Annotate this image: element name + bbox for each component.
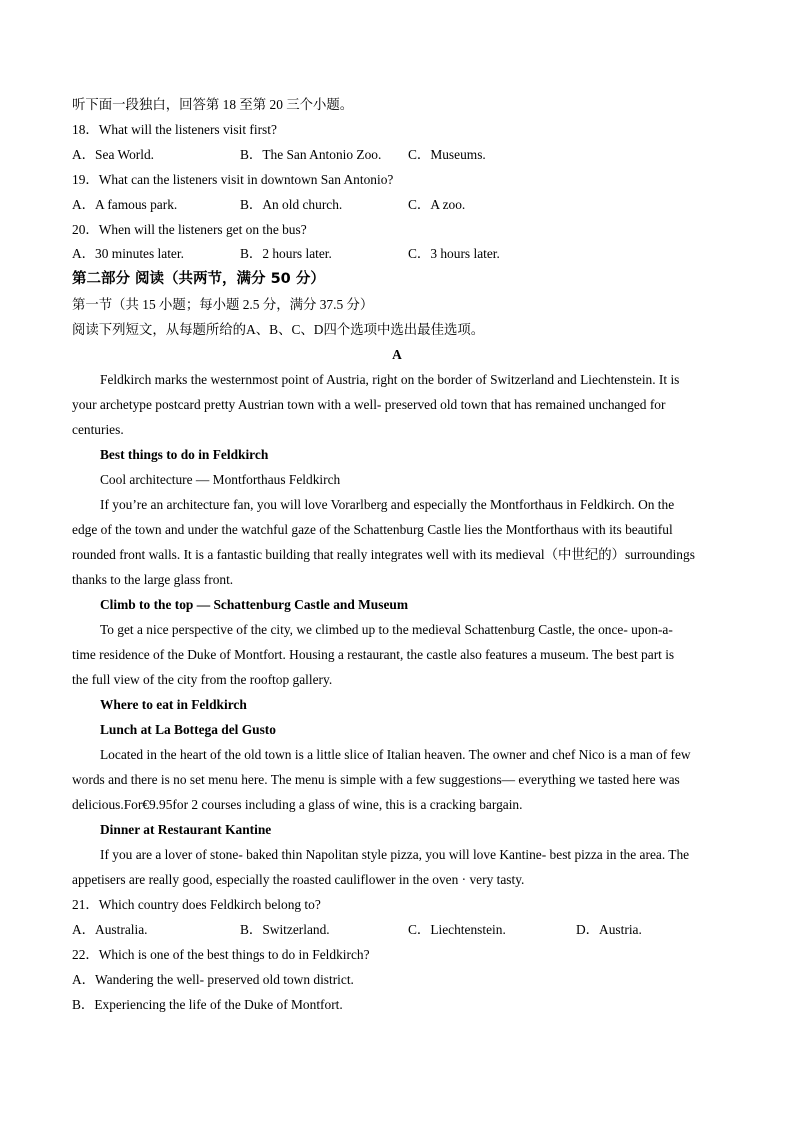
question-19-option-b: B．An old church. xyxy=(240,197,343,212)
question-18-option-c: C．Museums. xyxy=(408,147,486,162)
question-21-option-a: A．Australia. xyxy=(72,922,148,937)
passage-line: centuries. xyxy=(72,422,124,437)
question-19-option-c: C．A zoo. xyxy=(408,197,466,212)
question-20-option-a: A．30 minutes later. xyxy=(72,246,184,261)
passage-line: words and there is no set menu here. The menu is simple with a few suggestions— everything we tasted here was xyxy=(72,772,680,787)
question-22-option-b: B．Experiencing the life of the Duke of Montfort. xyxy=(72,997,343,1012)
question-20-option-c: C．3 hours later. xyxy=(408,246,500,261)
subheading-lunch: Lunch at La Bottega del Gusto xyxy=(100,722,276,737)
passage-line: Located in the heart of the old town is a little slice of Italian heaven. The owner and chef Nico is a man of few xyxy=(100,747,691,762)
passage-line: If you’re an architecture fan, you will love Vorarlberg and especially the Montforthaus in Feldkirch. On the xyxy=(100,497,675,512)
passage-line: delicious.For€9.95for 2 courses including a glass of wine, this is a cracking bargain. xyxy=(72,797,523,812)
question-20-stem: 20．When will the listeners get on the bus? xyxy=(72,222,307,237)
question-18-option-a: A．Sea World. xyxy=(72,147,154,162)
question-21-stem: 21．Which country does Feldkirch belong to? xyxy=(72,897,321,912)
passage-line: thanks to the large glass front. xyxy=(72,572,234,587)
section1-heading: 第一节（共 15 小题；每小题 2.5 分，满分 37.5 分） xyxy=(72,297,374,312)
question-21-option-d: D．Austria. xyxy=(576,922,642,937)
passage-line: If you are a lover of stone- baked thin Napolitan style pizza, you will love Kantine- best pizza in the area. The xyxy=(100,847,690,862)
passage-line: the full view of the city from the rooftop gallery. xyxy=(72,672,333,687)
passage-line: time residence of the Duke of Montfort. Housing a restaurant, the castle also features a museum. The best part is xyxy=(72,647,675,662)
passage-line: rounded front walls. It is a fantastic building that really integrates well with its medieval（中世纪的）surroundings xyxy=(72,547,695,562)
reading-instruction: 阅读下列短文，从每题所给的A、B、C、D四个选项中选出最佳选项。 xyxy=(72,322,485,337)
question-21-option-c: C．Liechtenstein. xyxy=(408,922,506,937)
question-20-option-b: B．2 hours later. xyxy=(240,246,332,261)
passage-label: A xyxy=(392,347,402,362)
subheading-best-things: Best things to do in Feldkirch xyxy=(100,447,269,462)
question-22-option-a: A．Wandering the well- preserved old town district. xyxy=(72,972,354,987)
subheading-where-to-eat: Where to eat in Feldkirch xyxy=(100,697,247,712)
subheading-climb: Climb to the top — Schattenburg Castle and Museum xyxy=(100,597,408,612)
question-21-option-b: B．Switzerland. xyxy=(240,922,330,937)
subheading-architecture: Cool architecture — Montforthaus Feldkirch xyxy=(100,472,341,487)
passage-line: To get a nice perspective of the city, we climbed up to the medieval Schattenburg Castle, the once- upon-a- xyxy=(100,622,673,637)
part2-heading: 第二部分 阅读（共两节，满分 50 分） xyxy=(72,271,325,287)
passage-line: appetisers are really good, especially the roasted cauliflower in the oven · very tasty. xyxy=(72,872,525,887)
subheading-dinner: Dinner at Restaurant Kantine xyxy=(100,822,272,837)
question-19-option-a: A．A famous park. xyxy=(72,197,178,212)
question-18-option-b: B．The San Antonio Zoo. xyxy=(240,147,382,162)
passage-line: your archetype postcard pretty Austrian town with a well- preserved old town that has remained unchanged for xyxy=(72,397,666,412)
question-22-stem: 22．Which is one of the best things to do in Feldkirch? xyxy=(72,947,370,962)
question-19-stem: 19．What can the listeners visit in downtown San Antonio? xyxy=(72,172,394,187)
passage-line: edge of the town and under the watchful gaze of the Schattenburg Castle lies the Montforthaus with its beautiful xyxy=(72,522,673,537)
listening-instruction: 听下面一段独白，回答第 18 至第 20 三个小题。 xyxy=(72,97,354,112)
passage-line: Feldkirch marks the westernmost point of Austria, right on the border of Switzerland and Liechtenstein. It is xyxy=(100,372,680,387)
question-18-stem: 18．What will the listeners visit first? xyxy=(72,122,277,137)
